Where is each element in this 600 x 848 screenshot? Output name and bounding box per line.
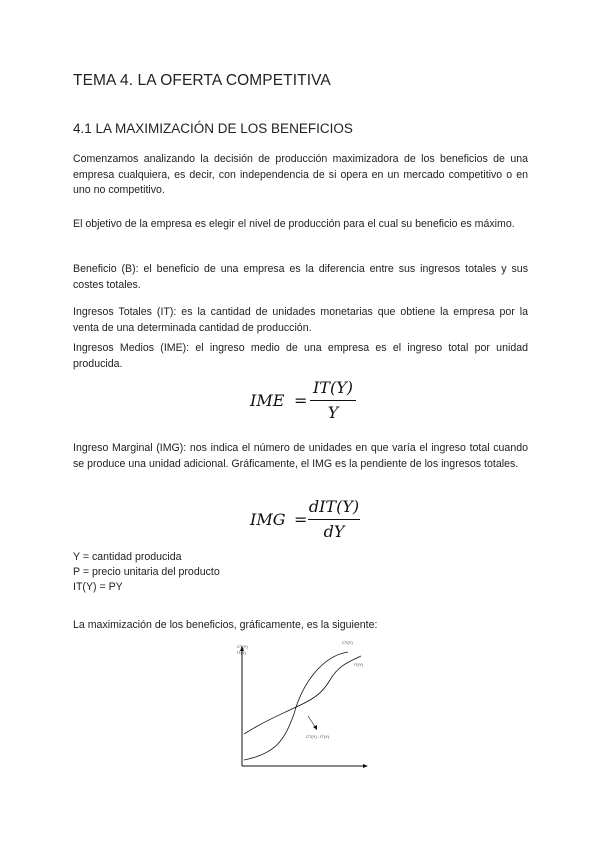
formula-img-lhs: IMG [250, 510, 286, 529]
definition-y: Y = cantidad producida [73, 551, 182, 563]
formula-ime-denominator: Y [327, 403, 339, 422]
paragraph-ingreso-marginal: Ingreso Marginal (IMG): nos indica el número de unidades en que varía el ingreso total cuando se produce una unidad adicional. Gráficamente, el IMG es la pendiente de los ingresos totales. [73, 442, 528, 470]
graph-x-axis-arrow [363, 764, 368, 768]
paragraph-ingresos-medios: Ingresos Medios (IME): el ingreso medio de una empresa es el ingreso total por unidad producida. [73, 342, 528, 370]
paragraph-objetivo: El objetivo de la empresa es elegir el nivel de producción para el cual su beneficio es máximo. [73, 218, 515, 230]
formula-img-fraction-bar [308, 519, 360, 520]
formula-ime-equals: = [294, 391, 308, 410]
formula-ime-lhs: IME [250, 391, 285, 410]
page-title: TEMA 4. LA OFERTA COMPETITIVA [73, 72, 331, 89]
formula-ime-numerator: IT(Y) [312, 378, 354, 397]
paragraph-beneficio: Beneficio (B): el beneficio de una empresa es la diferencia entre sus ingresos totales y sus costes totales. [73, 263, 528, 291]
profit-maximization-graph [236, 636, 371, 776]
graph-pointer-arrow [313, 725, 317, 730]
graph-y-label-it: IT(Y) [237, 650, 246, 655]
formula-ime [250, 378, 360, 426]
graph-curve-ct [244, 652, 348, 760]
graph-diff-label: CT(Y) - IT(Y) [306, 734, 330, 739]
paragraph-grafico-intro: La maximización de los beneficios, gráficamente, es la siguiente: [73, 619, 378, 631]
graph-top-label: CT(Y) [342, 640, 353, 645]
paragraph-ingresos-totales: Ingresos Totales (IT): es la cantidad de unidades monetarias que obtiene la empresa por la venta de una determinada cantidad de producción. [73, 306, 528, 334]
definitions-list [73, 550, 528, 595]
graph-right-label: IT(Y) [354, 662, 363, 667]
formula-img-numerator: dIT(Y) [308, 497, 360, 516]
definition-it: IT(Y) = PY [73, 581, 123, 593]
graph-curve-it [244, 656, 361, 734]
formula-img-denominator: dY [323, 522, 345, 541]
formula-ime-fraction-bar [310, 400, 356, 401]
section-heading: 4.1 LA MAXIMIZACIÓN DE LOS BENEFICIOS [73, 121, 353, 136]
paragraph-intro: Comenzamos analizando la decisión de producción maximizadora de los beneficios de una empresa cualquiera, es decir, con independencia de si opera en un mercado competitivo o en uno no competitivo. [73, 153, 528, 196]
formula-img [250, 497, 360, 545]
graph-y-label-ct: CT(Y) [237, 644, 248, 649]
formula-img-equals: = [294, 510, 308, 529]
definition-p: P = precio unitaria del producto [73, 566, 220, 578]
